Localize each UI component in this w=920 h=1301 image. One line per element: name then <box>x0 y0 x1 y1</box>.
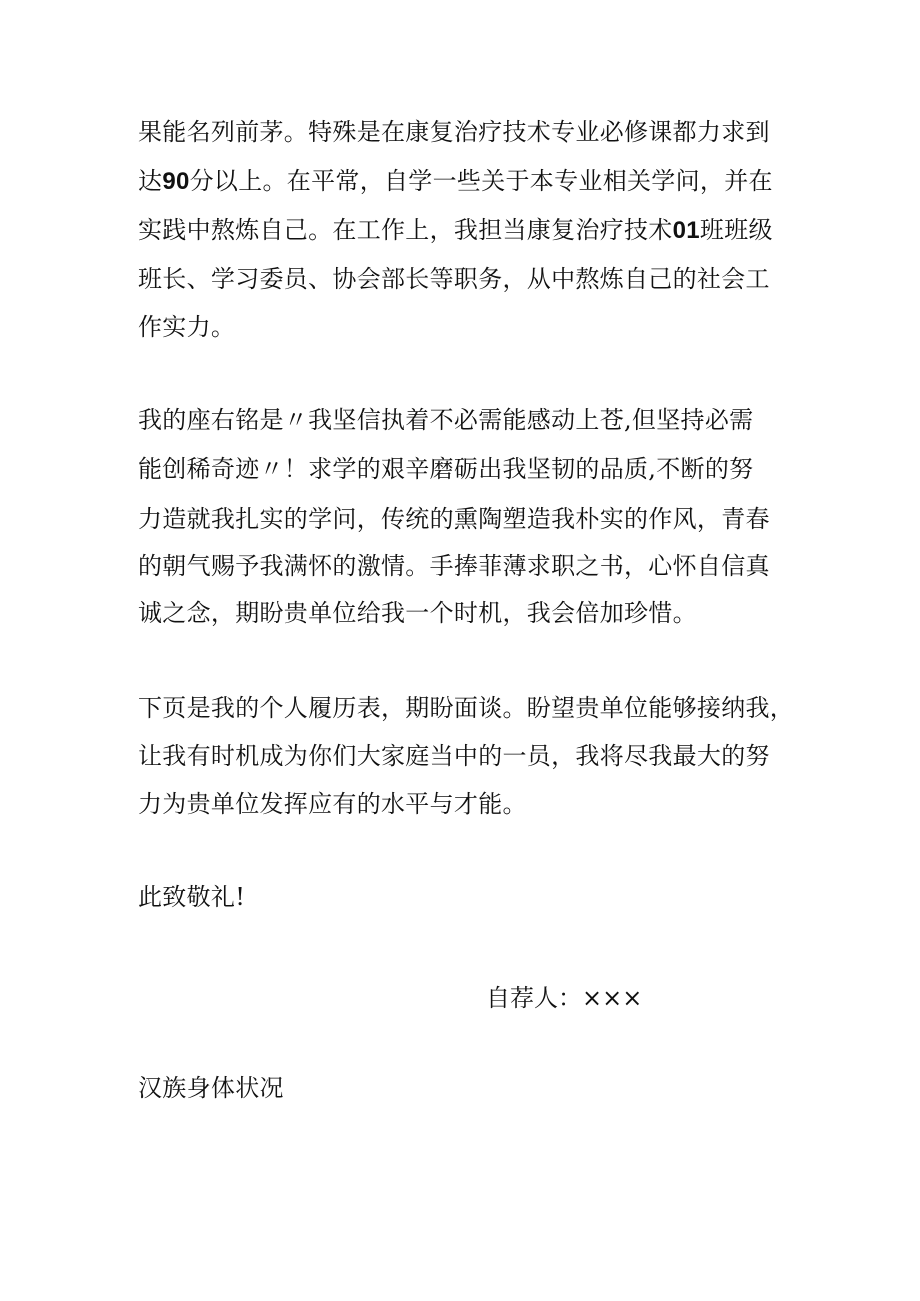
paragraph3-line1: 下页是我的个人履历表，期盼面谈。盼望贵单位能够接纳我， <box>138 694 795 722</box>
paragraph2-line2: 能创稀奇迹〃！求学的艰辛磨砺出我坚韧的品质,不断的努 <box>138 455 754 483</box>
paragraph1-line2 <box>138 169 773 194</box>
paragraph1-line2-suffix: 分以上。在平常，自学一些关于本专业相关学问，并在 <box>189 167 773 195</box>
paragraph1-line3-prefix: 实践中熬炼自己。在工作上，我担当康复治疗技术 <box>138 216 673 244</box>
paragraph3-line2: 让我有时机成为你们大家庭当中的一员，我将尽我最大的努 <box>138 742 770 770</box>
paragraph1-line4: 班长、学习委员、协会部长等职务，从中熬炼自己的社会工 <box>138 265 770 293</box>
paragraph1-line3 <box>138 218 773 243</box>
footer-text: 汉族身体状况 <box>138 1074 284 1102</box>
paragraph2-line5: 诚之念，期盼贵单位给我一个时机，我会倍加珍惜。 <box>138 599 697 627</box>
class-number: 01 <box>672 217 700 244</box>
paragraph1-line5: 作实力。 <box>138 313 236 341</box>
paragraph2-line4: 的朝气赐予我满怀的激情。手捧菲薄求职之书，心怀自信真 <box>138 552 770 580</box>
paragraph3-line3: 力为贵单位发挥应有的水平与才能。 <box>138 790 527 818</box>
paragraph2-line1: 我的座右铭是〃我坚信执着不必需能感动上苍,但坚持必需 <box>138 406 754 434</box>
signature-line: 自荐人：××× <box>486 984 643 1012</box>
paragraph2-line3: 力造就我扎实的学问，传统的熏陶塑造我朴实的作风，青春 <box>138 505 770 533</box>
score-number: 90 <box>162 168 190 195</box>
closing-salutation: 此致敬礼! <box>138 883 246 911</box>
paragraph1-line1: 果能名列前茅。特殊是在康复治疗技术专业必修课都力求到 <box>138 118 770 146</box>
paragraph1-line3-suffix: 班班级 <box>699 216 773 244</box>
paragraph1-line2-prefix: 达 <box>138 167 163 195</box>
